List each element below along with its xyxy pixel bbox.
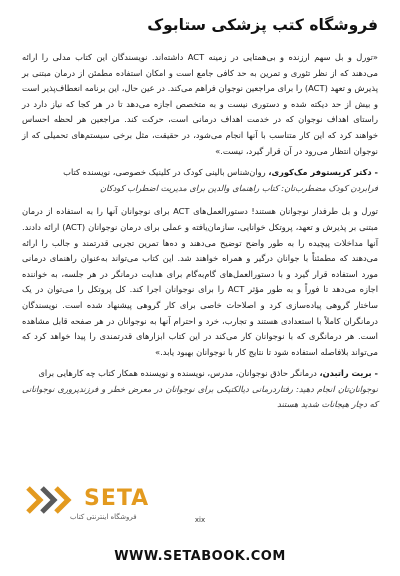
website-url[interactable]: WWW.SETABOOK.COM bbox=[114, 549, 286, 564]
attribution-book-1: فرا‌بردن کودک مضطرب‌تان: کتاب راهنمای والدین برای مدیریت اضطراب کودکان bbox=[100, 182, 378, 193]
attribution-name-2: - بریت راتبدن، bbox=[319, 368, 378, 379]
page-header-title: فروشگاه کتب پزشکی ستابوک bbox=[147, 16, 378, 34]
attribution-book-2: نوجوانان‌تان انجام دهید: رفتاردرمانی دیالکتیکی برای نوجوانان در معرض خطر و فرزندپروری نوجوانانی که دچار هیجانات شدید هستند bbox=[22, 383, 378, 410]
endorsement-attribution-1 bbox=[22, 165, 378, 196]
logo-caption: فروشگاه اینترنتی کتاب bbox=[70, 513, 137, 521]
endorsement-quote-2: تورل و بل طرفدار نوجوانان هستند! دستورالعمل‌های ACT برای نوجوانان آنها را به استفاده از درمان مبتنی بر پذیرش و تعهد، پروتکل خوانایی، سازمان‌یافته و عملی برای درمان نوجوانان (ACT) ارائه دادند. آنها مداخلات پیچیده را به طور واضح توضیح می‌دهند و ده‌ها تمرین تجربی قدرتمند و جالب را ارائه می‌دهند که مطمئناً با جوانان درگیر و همراه خواهند شد. این کتاب می‌تواند به‌عنوان راهنمای درمانی مورد استفاده قرار گیرد و با دستورالعمل‌های گام‌به‌گام برای هدایت درمانگر در هر جلسه، به خواننده اجازه می‌دهد تا فوراً و به طور مؤثر ACT را برای نوجوانان اجرا کند. کل پروتکل را می‌توان در یک ساختار گروهی پیاده‌سازی کرد و اصلاحات خاصی برای کار گروهی پیشنهاد شده است. نویسندگان درمانگران کاملاً با استعدادی هستند و تجارب، خرد و احترام آنها به نوجوانان در هر صفحه قابل مشاهده است. هر درمانگری که با نوجوانان کار می‌کند در این کتاب ابزارهای قدرتمندی را پیدا خواهد کرد که می‌تواند بلافاصله استفاده شود تا نتایج کار با نوجوانان بهبود یابد.» bbox=[22, 206, 378, 357]
logo-text: SETA bbox=[84, 486, 150, 511]
endorsement-attribution-2 bbox=[22, 366, 378, 413]
attribution-name-1: - دکتر کریستوفر مک‌کوری، bbox=[268, 167, 378, 178]
endorsement-quote-1: «تورل و بل سهم ارزنده و بی‌همتایی در زمینه ACT داشته‌اند. نویسندگان این کتاب مدلی را ارائه می‌دهند که از نظر تئوری و تمرین به حد کافی جامع است و امکان استفاده مطمئن از درمان مبتنی بر پذیرش و تعهد (ACT) را برای مراجعین نوجوان فراهم می‌کند. در عین حال، این برنامه انعطاف‌پذیر است و بیش از حد دیکته شده و دستوری نیست و به متخصص اجازه می‌دهد تا در هر کجا که نیاز دارد در راستای اهداف نوجوان که در خدمت اهداف درمانی است، حرکت کند. مراجعین هر لحظه احساس خواهند کرد که این کار متناسب با آنها انجام می‌شود، در حقیقت، مثل برخی سیستم‌های تحمیلی که از نوجوان انتظار می‌رود در آن قرار گیرد، نیست.» bbox=[22, 52, 379, 156]
page-number: xix bbox=[194, 516, 206, 524]
attribution-role-2: درمانگر حاذق نوجوانان، مدرس، نویسنده و نویسنده همکار کتاب چه کارهایی برای bbox=[38, 368, 320, 379]
document-body bbox=[22, 50, 378, 413]
chevrons-icon bbox=[26, 486, 80, 514]
attribution-role-1: روان‌شناس بالینی کودک در کلینیک خصوصی، نویسنده کتاب bbox=[63, 167, 269, 178]
